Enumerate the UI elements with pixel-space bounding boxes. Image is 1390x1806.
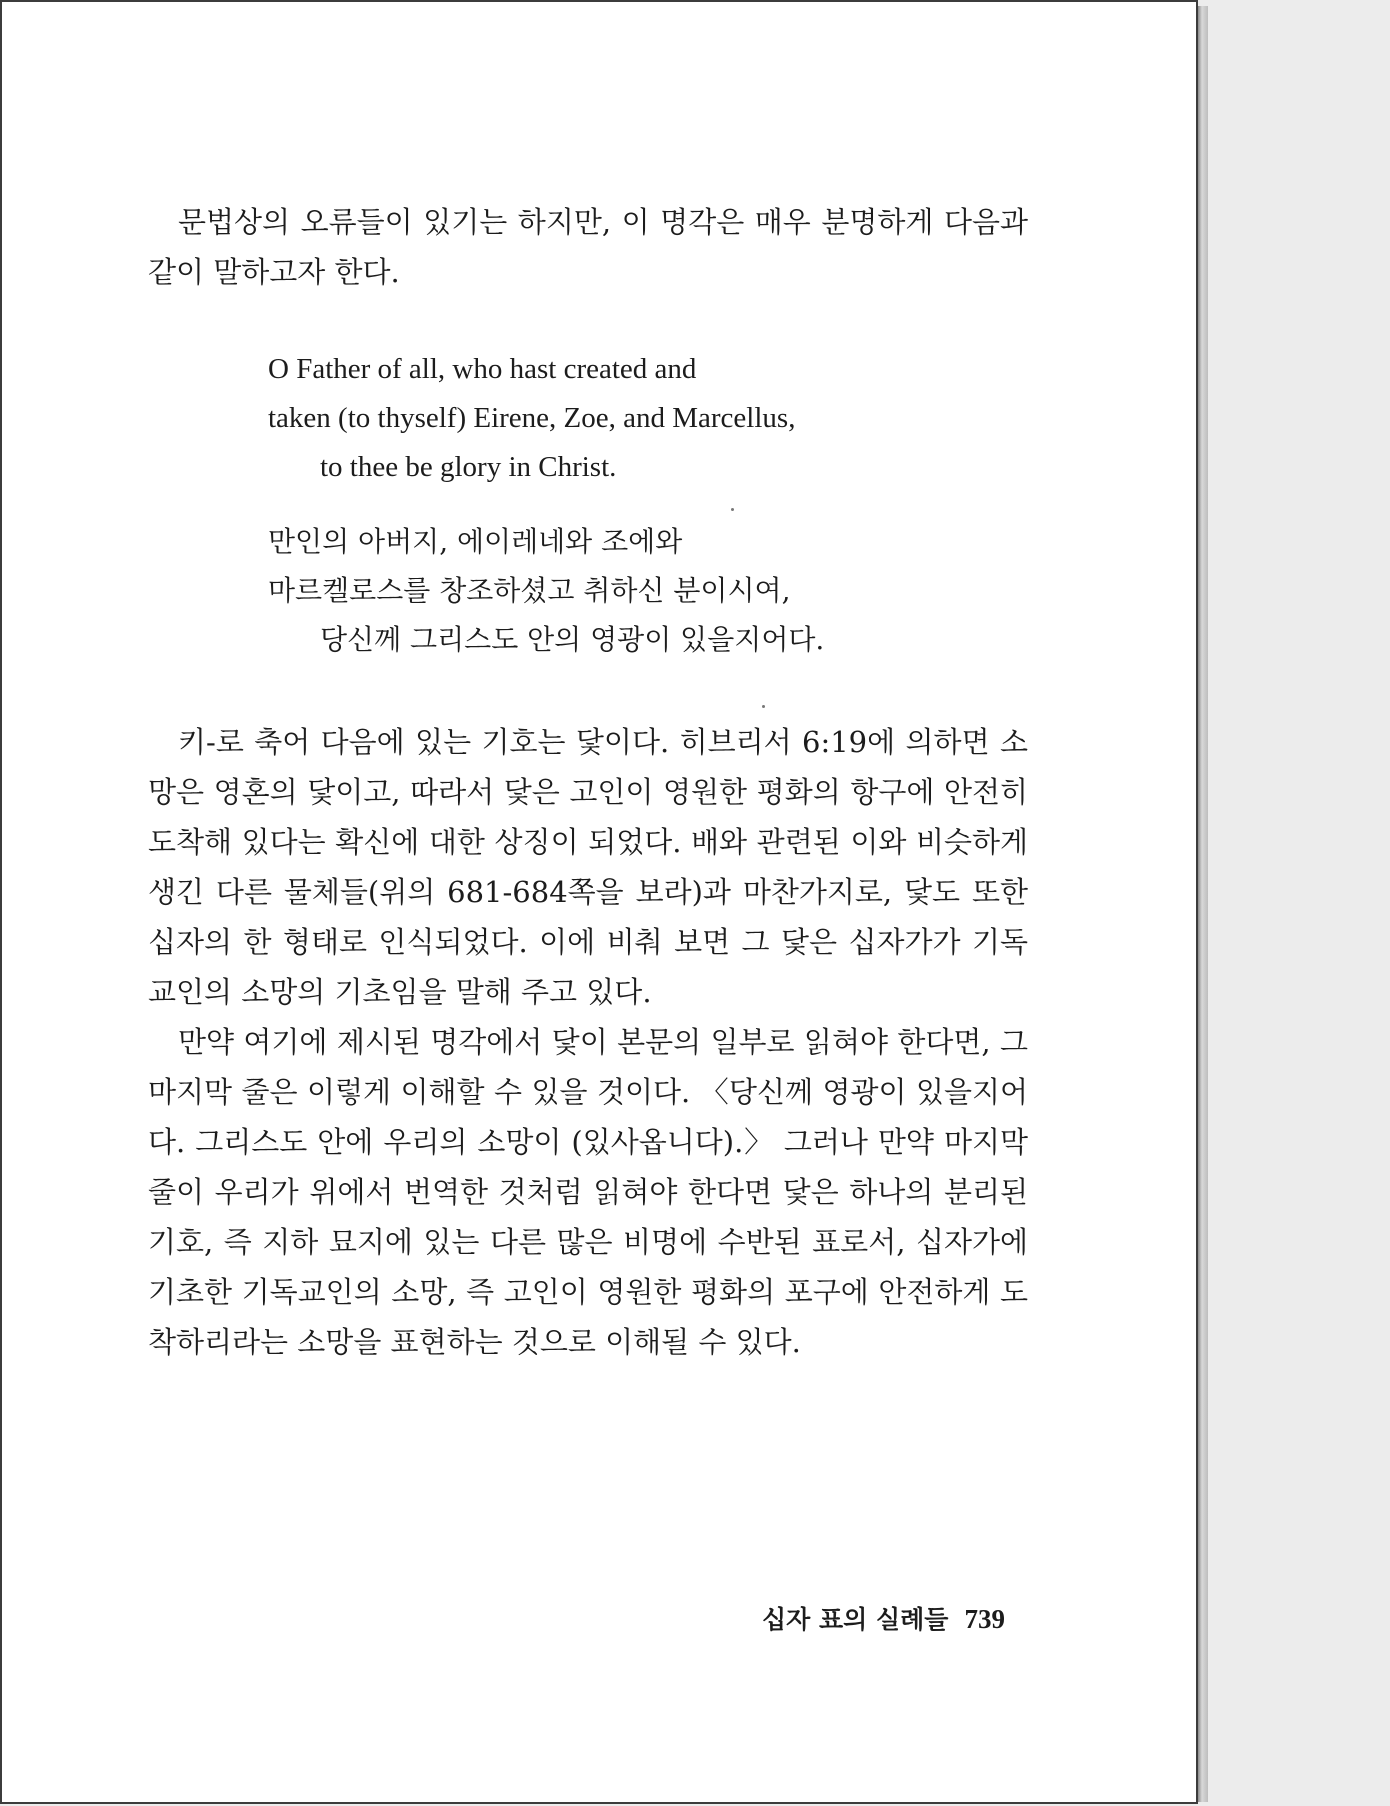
inscription-en-line-3: to thee be glory in Christ. — [320, 451, 617, 483]
anchor-paragraph: 키-로 축어 다음에 있는 기호는 닻이다. 히브리서 6:19에 의하면 소망은 영혼의 닻이고, 따라서 닻은 고인이 영원한 평화의 항구에 안전히 도착해 있다는 확신에 대한 상징이 되었다. 배와 관련된 이와 비슷하게 생긴 다른 물체들(위의 681-684쪽을 보라)과 마찬가지로, 닻도 또한 십자의 한 형태로 인식되었다. 이에 비춰 보면 그 닻은 십자가가 기독교인의 소망의 기초임을 말해 주고 있다. — [148, 725, 1028, 1009]
intro-paragraph: 문법상의 오류들이 있기는 하지만, 이 명각은 매우 분명하게 다음과 같이 말하고자 한다. — [148, 205, 1028, 289]
scan-speck — [762, 705, 765, 708]
inscription-english — [268, 345, 795, 492]
page-number: 739 — [964, 1604, 1005, 1634]
running-title: 십자 표의 실례들 — [762, 1605, 949, 1634]
page-footer — [762, 1600, 1005, 1636]
inscription-ko-line-3: 당신께 그리스도 안의 영광이 있을지어다. — [320, 623, 825, 656]
inscription-ko-line-2: 마르켈로스를 창조하셨고 취하신 분이시여, — [268, 574, 791, 607]
page-edge-shadow — [1198, 6, 1208, 1802]
inscription-korean — [268, 517, 824, 664]
scan-speck — [731, 508, 734, 511]
inscription-ko-line-1: 만인의 아버지, 에이레네와 조에와 — [268, 525, 683, 558]
inscription-en-line-2: taken (to thyself) Eirene, Zoe, and Marcellus, — [268, 402, 796, 434]
inscription-en-line-1: O Father of all, who hast created and — [268, 353, 697, 385]
interpretation-paragraph: 만약 여기에 제시된 명각에서 닻이 본문의 일부로 읽혀야 한다면, 그 마지막 줄은 이렇게 이해할 수 있을 것이다. 〈당신께 영광이 있을지어다. 그리스도 안에 우리의 소망이 (있사옵니다).〉 그러나 만약 마지막 줄이 우리가 위에서 번역한 것처럼 읽혀야 한다면 닻은 하나의 분리된 기호, 즉 지하 묘지에 있는 다른 많은 비명에 수반된 표로서, 십자가에 기초한 기독교인의 소망, 즉 고인이 영원한 평화의 포구에 안전하게 도착하리라는 소망을 표현하는 것으로 이해될 수 있다. — [148, 1025, 1028, 1359]
